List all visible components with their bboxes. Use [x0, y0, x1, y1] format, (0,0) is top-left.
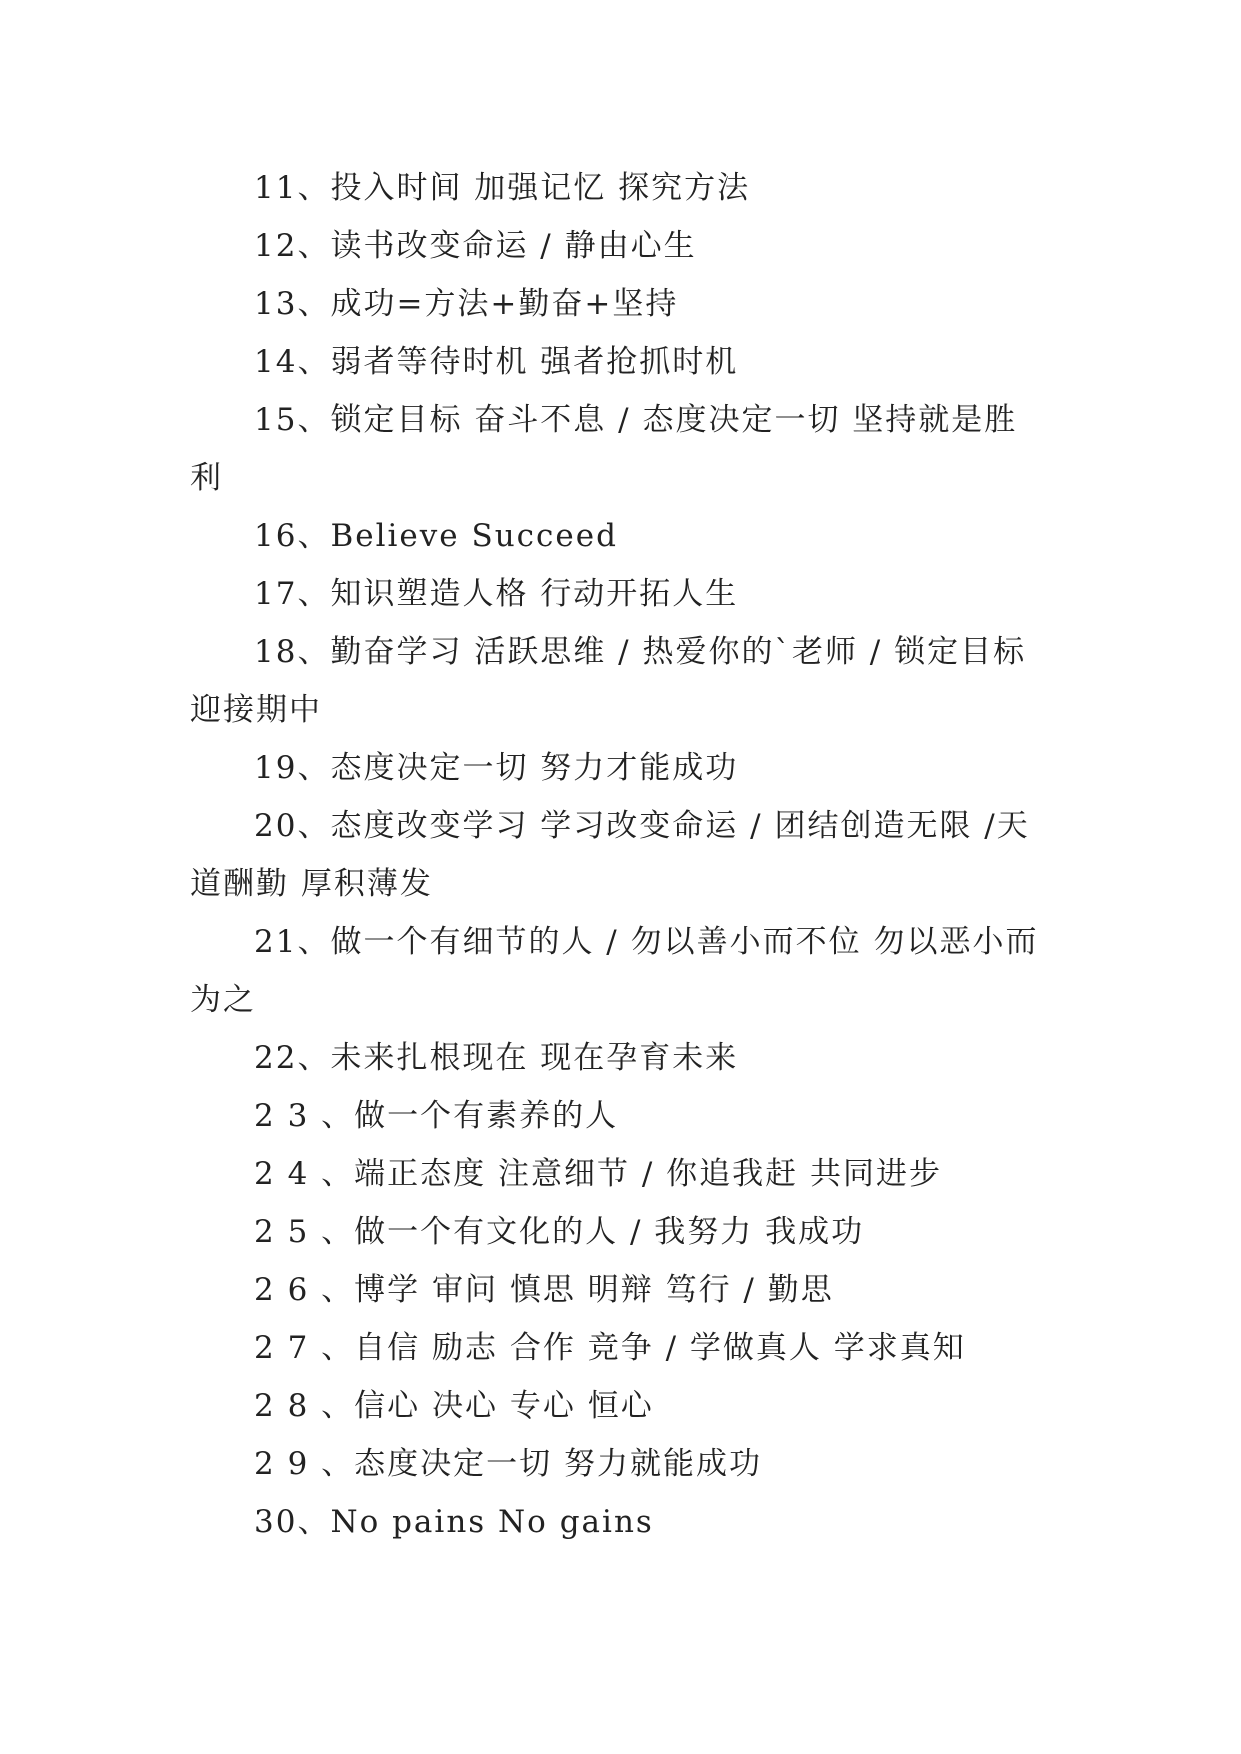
slogan-18: 18、勤奋学习 活跃思维 / 热爱你的`老师 / 锁定目标迎接期中 — [190, 634, 1027, 728]
slogan-26: 2 6 、博学 审问 慎思 明辩 笃行 / 勤思 — [254, 1272, 834, 1308]
slogan-19: 19、态度决定一切 努力才能成功 — [254, 750, 739, 786]
slogan-23: 2 3 、做一个有素养的人 — [254, 1098, 619, 1134]
slogan-14: 14、弱者等待时机 强者抢抓时机 — [254, 344, 739, 380]
slogan-13: 13、成功=方法+勤奋+坚持 — [254, 286, 679, 322]
slogan-11: 11、投入时间 加强记忆 探究方法 — [254, 170, 751, 206]
slogan-25: 2 5 、做一个有文化的人 / 我努力 我成功 — [254, 1214, 865, 1250]
slogan-16: 16、Believe Succeed — [254, 518, 618, 554]
slogan-15: 15、锁定目标 奋斗不息 / 态度决定一切 坚持就是胜利 — [190, 402, 1018, 496]
slogan-28: 2 8 、信心 决心 专心 恒心 — [254, 1388, 654, 1424]
slogan-29: 2 9 、态度决定一切 努力就能成功 — [254, 1446, 763, 1482]
slogan-27: 2 7 、自信 励志 合作 竞争 / 学做真人 学求真知 — [254, 1330, 966, 1366]
slogan-21: 21、做一个有细节的人 / 勿以善小而不位 勿以恶小而为之 — [190, 924, 1039, 1018]
slogan-17: 17、知识塑造人格 行动开拓人生 — [254, 576, 739, 612]
document-body — [190, 159, 1050, 1551]
slogan-22: 22、未来扎根现在 现在孕育未来 — [254, 1040, 739, 1076]
slogan-12: 12、读书改变命运 / 静由心生 — [254, 228, 697, 264]
slogan-30: 30、No pains No gains — [254, 1504, 654, 1540]
slogan-24: 2 4 、端正态度 注意细节 / 你追我赶 共同进步 — [254, 1156, 943, 1192]
slogan-20: 20、态度改变学习 学习改变命运 / 团结创造无限 /天道酬勤 厚积薄发 — [190, 808, 1030, 902]
